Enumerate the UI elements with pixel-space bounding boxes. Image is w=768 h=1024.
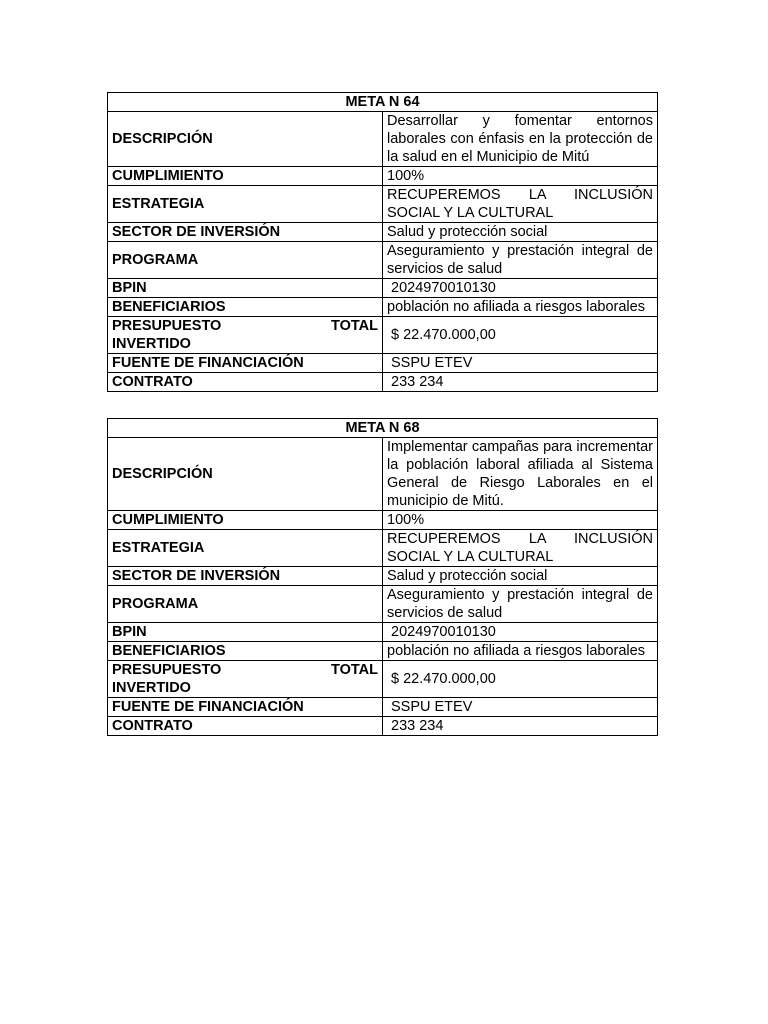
value-presupuesto: $ 22.470.000,00 [383,661,658,698]
value-cumplimiento: 100% [383,511,658,530]
label-cumplimiento: CUMPLIMIENTO [108,511,383,530]
label-estrategia: ESTRATEGIA [108,186,383,223]
value-fuente: SSPU ETEV [383,354,658,373]
label-programa: PROGRAMA [108,586,383,623]
value-descripcion: Implementar campañas para incrementar la población laboral afiliada al Sistema General de Riesgo Laborales en el municipio de Mitú. [383,438,658,511]
label-beneficiarios: BENEFICIARIOS [108,298,383,317]
row-sector [108,223,658,242]
meta-table-64 [107,92,658,392]
label-sector: SECTOR DE INVERSIÓN [108,223,383,242]
row-cumplimiento [108,167,658,186]
label-descripcion: DESCRIPCIÓN [108,112,383,167]
label-presupuesto-word-2: TOTAL [331,662,378,678]
label-presupuesto [108,317,383,354]
value-estrategia: RECUPEREMOS LA INCLUSIÓN SOCIAL Y LA CULTURAL [383,186,658,223]
meta-title: META N 68 [108,419,658,438]
value-sector: Salud y protección social [383,223,658,242]
label-presupuesto-word-1: PRESUPUESTO [112,662,222,678]
meta-table-68 [107,418,658,736]
label-descripcion: DESCRIPCIÓN [108,438,383,511]
meta-title: META N 64 [108,93,658,112]
label-fuente: FUENTE DE FINANCIACIÓN [108,698,383,717]
label-sector: SECTOR DE INVERSIÓN [108,567,383,586]
row-programa [108,586,658,623]
row-descripcion [108,438,658,511]
row-cumplimiento [108,511,658,530]
table-header-row [108,93,658,112]
row-bpin [108,623,658,642]
value-programa: Aseguramiento y prestación integral de servicios de salud [383,242,658,279]
value-bpin: 2024970010130 [383,623,658,642]
value-programa: Aseguramiento y prestación integral de servicios de salud [383,586,658,623]
value-bpin: 2024970010130 [383,279,658,298]
row-sector [108,567,658,586]
label-contrato: CONTRATO [108,717,383,736]
table-header-row [108,419,658,438]
label-bpin: BPIN [108,279,383,298]
value-sector: Salud y protección social [383,567,658,586]
row-descripcion [108,112,658,167]
value-beneficiarios: población no afiliada a riesgos laborales [383,642,658,661]
label-presupuesto-line-2: INVERTIDO [112,680,191,696]
row-fuente [108,354,658,373]
row-bpin [108,279,658,298]
value-descripcion: Desarrollar y fomentar entornos laborales con énfasis en la protección de la salud en el Municipio de Mitú [383,112,658,167]
label-bpin: BPIN [108,623,383,642]
value-contrato: 233 234 [383,373,658,392]
row-beneficiarios [108,298,658,317]
label-cumplimiento: CUMPLIMIENTO [108,167,383,186]
label-presupuesto-word-2: TOTAL [331,318,378,334]
label-programa: PROGRAMA [108,242,383,279]
row-contrato [108,717,658,736]
row-contrato [108,373,658,392]
label-contrato: CONTRATO [108,373,383,392]
row-presupuesto [108,661,658,698]
label-presupuesto-line-1 [112,317,378,335]
value-cumplimiento: 100% [383,167,658,186]
label-presupuesto-line-1 [112,661,378,679]
label-estrategia: ESTRATEGIA [108,530,383,567]
row-programa [108,242,658,279]
row-estrategia [108,530,658,567]
label-presupuesto-line-2: INVERTIDO [112,336,191,352]
label-presupuesto-word-1: PRESUPUESTO [112,318,222,334]
value-estrategia: RECUPEREMOS LA INCLUSIÓN SOCIAL Y LA CULTURAL [383,530,658,567]
value-beneficiarios: población no afiliada a riesgos laborales [383,298,658,317]
label-presupuesto [108,661,383,698]
row-presupuesto [108,317,658,354]
label-fuente: FUENTE DE FINANCIACIÓN [108,354,383,373]
label-beneficiarios: BENEFICIARIOS [108,642,383,661]
row-beneficiarios [108,642,658,661]
value-contrato: 233 234 [383,717,658,736]
value-fuente: SSPU ETEV [383,698,658,717]
row-estrategia [108,186,658,223]
row-fuente [108,698,658,717]
value-presupuesto: $ 22.470.000,00 [383,317,658,354]
